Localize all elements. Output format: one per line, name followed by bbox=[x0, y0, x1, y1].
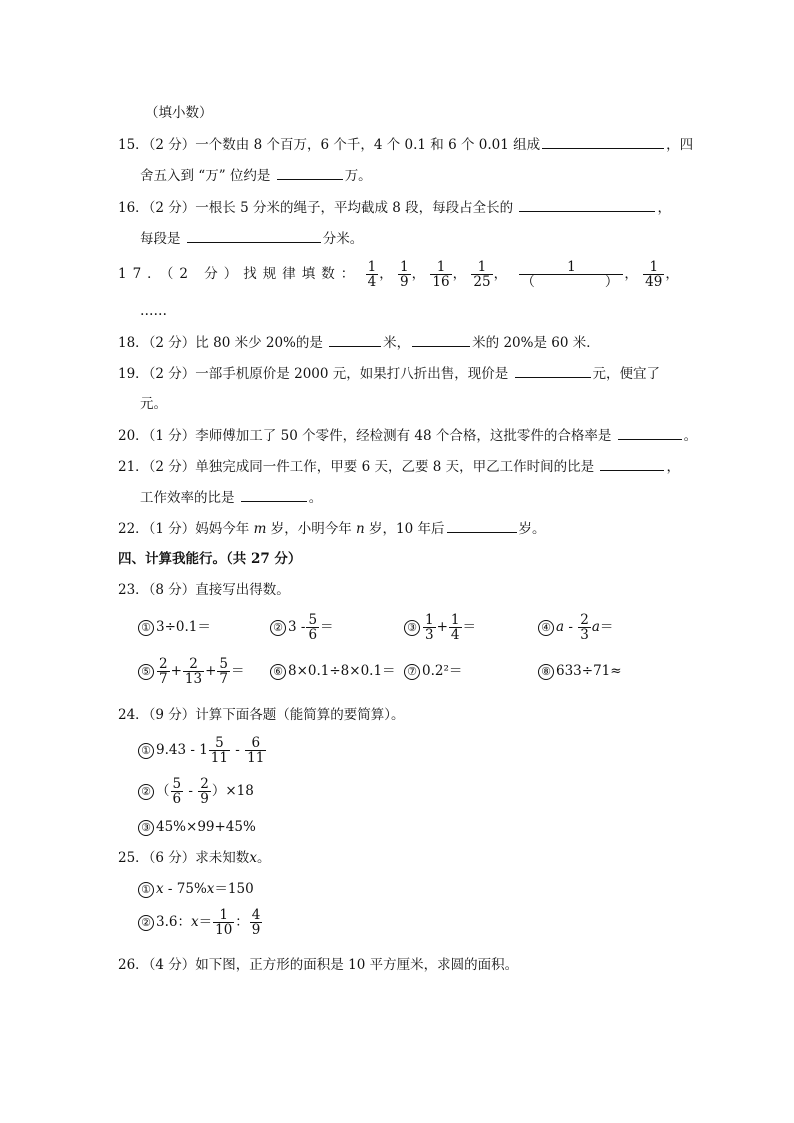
circled-1: ① bbox=[138, 620, 154, 636]
q15-text-d: 万。 bbox=[344, 168, 372, 184]
q15-blank-1[interactable] bbox=[542, 135, 664, 149]
plus: + bbox=[170, 663, 182, 679]
q21-text: 21．（2 分）单独完成同一件工作，甲要 6 天，乙要 8 天，甲乙工作时间的比是 bbox=[118, 459, 595, 475]
var-a: a bbox=[591, 619, 600, 635]
frac bbox=[157, 657, 170, 686]
sep: ， bbox=[452, 266, 467, 282]
sep: ， bbox=[493, 266, 508, 282]
q15-blank-2[interactable] bbox=[277, 166, 343, 180]
num: 5 bbox=[219, 656, 228, 672]
den: 9 bbox=[251, 922, 261, 938]
q14-tail: （填小数） bbox=[145, 105, 213, 121]
question-26: 26．（4 分）如下图，正方形的面积是 10 平方厘米，求圆的面积。 bbox=[118, 957, 519, 973]
q16-text: 16．（2 分）一根长 5 分米的绳子，平均截成 8 段，每段占全长的 bbox=[118, 200, 514, 216]
q23-e1: 3÷0.1＝ bbox=[156, 619, 211, 635]
period: 。 bbox=[256, 850, 271, 866]
q25-e2a: 3.6： bbox=[156, 914, 191, 930]
q23-item-4 bbox=[538, 612, 613, 642]
sep: ， bbox=[379, 266, 393, 282]
q17-ellipsis: …… bbox=[140, 303, 167, 319]
den: 3 bbox=[580, 627, 589, 643]
q20-blank[interactable] bbox=[618, 426, 682, 440]
q19-blank-1[interactable] bbox=[515, 364, 591, 378]
frac bbox=[578, 613, 591, 642]
eq: ＝ bbox=[198, 914, 213, 930]
q23-item-3 bbox=[404, 612, 476, 642]
num: 1 bbox=[643, 260, 664, 275]
frac bbox=[209, 736, 230, 765]
circled-5: ⑤ bbox=[138, 664, 154, 680]
paren-open: （ bbox=[156, 783, 170, 799]
frac bbox=[306, 613, 319, 642]
q23-e8: 633÷71≈ bbox=[556, 663, 622, 679]
question-15-line2 bbox=[140, 166, 372, 185]
circled-7: ⑦ bbox=[404, 664, 420, 680]
q21-text-b: ， bbox=[666, 459, 680, 475]
q23-e2b: ＝ bbox=[320, 619, 334, 635]
num: 2 bbox=[200, 776, 209, 792]
q17-frac-blank[interactable] bbox=[519, 260, 623, 289]
q21-blank-2[interactable] bbox=[241, 488, 307, 502]
q24-e3: 45%×99+45% bbox=[156, 819, 256, 835]
question-16-line2 bbox=[140, 229, 363, 248]
question-22 bbox=[118, 519, 546, 538]
den: 6 bbox=[172, 791, 182, 807]
q23-e2a: 3 - bbox=[288, 619, 306, 635]
circled-2: ② bbox=[270, 620, 286, 636]
q21-text-c: 工作效率的比是 bbox=[140, 490, 235, 506]
question-15 bbox=[118, 135, 693, 154]
q19-text-b: 元，便宜了 bbox=[592, 366, 661, 382]
plus: + bbox=[436, 619, 448, 635]
den: 10 bbox=[215, 922, 233, 938]
num: 5 bbox=[172, 776, 182, 792]
q15-text-c: 舍五入到 “万” 位约是 bbox=[140, 168, 271, 184]
q25-e1b: - 75% bbox=[163, 881, 207, 897]
q20-text-b: 。 bbox=[683, 428, 698, 444]
den: 7 bbox=[159, 671, 168, 687]
q23-e7: 0.2²＝ bbox=[422, 663, 463, 679]
q24-e2b: ）×18 bbox=[211, 783, 254, 799]
den: 7 bbox=[219, 671, 228, 687]
frac bbox=[171, 777, 184, 806]
circled-3: ③ bbox=[404, 620, 420, 636]
circled-4: ④ bbox=[538, 620, 554, 636]
den: 4 bbox=[367, 274, 377, 290]
question-21 bbox=[118, 457, 680, 476]
frac bbox=[217, 657, 230, 686]
q24-item-2 bbox=[138, 776, 254, 806]
q17-frac-6 bbox=[643, 260, 664, 289]
question-19 bbox=[118, 364, 660, 383]
q21-text-d: 。 bbox=[308, 490, 323, 506]
q24-item-3 bbox=[138, 818, 256, 836]
q16-text-d: 分米。 bbox=[322, 231, 364, 247]
q15-text: 15．（2 分）一个数由 8 个百万，6 个千，4 个 0.1 和 6 个 0.01 组成 bbox=[118, 137, 541, 153]
q23-item-5 bbox=[138, 656, 245, 686]
den: 6 bbox=[308, 627, 318, 643]
circled-1: ① bbox=[138, 743, 154, 759]
paren-left: （ bbox=[521, 274, 535, 290]
sep: ， bbox=[665, 266, 679, 282]
q18-text: 18．（2 分）比 80 米少 20%的是 bbox=[118, 335, 323, 351]
frac bbox=[245, 736, 266, 765]
q23-item-6 bbox=[270, 656, 396, 686]
minus: - bbox=[230, 742, 245, 758]
plus: + bbox=[205, 663, 217, 679]
q16-blank-1[interactable] bbox=[519, 198, 655, 212]
ratio: ： bbox=[235, 914, 249, 930]
den: 16 bbox=[432, 274, 450, 290]
eq: ＝ bbox=[599, 619, 614, 635]
q22-blank[interactable] bbox=[447, 519, 517, 533]
var-m: m bbox=[253, 521, 267, 537]
q18-blank-1[interactable] bbox=[329, 333, 381, 347]
num: 1 bbox=[367, 259, 377, 275]
q15-text-b: ，四 bbox=[666, 137, 694, 153]
num: 1 bbox=[213, 908, 234, 923]
question-18 bbox=[118, 333, 600, 352]
frac bbox=[198, 777, 211, 806]
q19-text: 19．（2 分）一部手机原价是 2000 元，如果打八折出售，现价是 bbox=[118, 366, 509, 382]
frac bbox=[449, 613, 462, 642]
q16-text-b: ， bbox=[657, 200, 671, 216]
q22-text: 22．（1 分）妈妈今年 bbox=[118, 521, 250, 537]
q16-blank-2[interactable] bbox=[187, 229, 321, 243]
q22-text-d: 岁。 bbox=[518, 521, 546, 537]
q23-item-1 bbox=[138, 612, 211, 642]
question-23-title: 23．（8 分）直接写出得数。 bbox=[118, 582, 290, 598]
den: 49 bbox=[645, 274, 663, 290]
q17-text: 17．（2 分）找规律填数： bbox=[118, 266, 361, 282]
q17-frac-3 bbox=[430, 260, 451, 289]
question-20 bbox=[118, 426, 697, 445]
question-16 bbox=[118, 198, 671, 217]
var-x: x bbox=[156, 881, 164, 897]
q18-text-c: 米的 20%是 60 米． bbox=[472, 335, 600, 351]
question-21-line2 bbox=[140, 488, 322, 507]
q17-frac-2 bbox=[398, 260, 411, 289]
frac bbox=[213, 908, 234, 937]
frac bbox=[183, 657, 204, 686]
q17-frac-1 bbox=[366, 260, 379, 289]
q23-item-8 bbox=[538, 656, 622, 686]
var-x: x bbox=[206, 881, 215, 897]
q23-item-7 bbox=[404, 656, 462, 686]
q24-item-1 bbox=[138, 735, 267, 765]
q18-text-b: 米， bbox=[383, 335, 411, 351]
section-4-heading: 四、计算我能行。（共 27 分） bbox=[118, 551, 302, 567]
circled-3: ③ bbox=[138, 820, 154, 836]
q20-text: 20．（1 分）李师傅加工了 50 个零件，经检测有 48 个合格，这批零件的合格率是 bbox=[118, 428, 612, 444]
num: 2 bbox=[159, 656, 168, 672]
num: 2 bbox=[183, 657, 204, 672]
sep: ， bbox=[411, 266, 426, 282]
den: 9 bbox=[400, 274, 409, 290]
q16-text-c: 每段是 bbox=[140, 231, 181, 247]
den: 11 bbox=[210, 750, 228, 766]
eq: ＝ bbox=[462, 619, 476, 635]
den: 4 bbox=[450, 627, 460, 643]
var-n: n bbox=[356, 521, 365, 537]
den: 25 bbox=[473, 274, 491, 290]
q25-item-2 bbox=[138, 907, 263, 937]
question-24-title: 24．（9 分）计算下面各题（能简算的要简算）。 bbox=[118, 707, 405, 723]
den bbox=[519, 275, 623, 289]
num: 2 bbox=[580, 612, 589, 628]
den: 3 bbox=[425, 627, 434, 643]
num: 1 bbox=[430, 260, 451, 275]
q23-e6: 8×0.1÷8×0.1＝ bbox=[288, 663, 396, 679]
num: 1 bbox=[425, 612, 434, 628]
circled-2: ② bbox=[138, 784, 154, 800]
q25-e1d: ＝150 bbox=[214, 881, 254, 897]
circled-6: ⑥ bbox=[270, 664, 286, 680]
num: 5 bbox=[209, 736, 230, 751]
num: 1 bbox=[519, 260, 623, 275]
den: 9 bbox=[200, 791, 209, 807]
den: 11 bbox=[247, 750, 265, 766]
circled-1: ① bbox=[138, 882, 154, 898]
var-x: x bbox=[249, 850, 257, 866]
sep: ， bbox=[624, 266, 638, 282]
minus: - bbox=[184, 783, 198, 799]
frac bbox=[423, 613, 436, 642]
q25-item-1 bbox=[138, 880, 254, 898]
q19-line2: 元。 bbox=[140, 396, 167, 412]
eq: ＝ bbox=[231, 663, 245, 679]
q22-text-b: 岁，小明今年 bbox=[270, 521, 352, 537]
paren-right: ） bbox=[604, 274, 619, 290]
var-a: a bbox=[556, 619, 565, 635]
frac bbox=[250, 908, 263, 937]
question-25-title bbox=[118, 849, 270, 867]
minus: - bbox=[564, 619, 578, 635]
circled-8: ⑧ bbox=[538, 664, 554, 680]
num: 1 bbox=[450, 612, 460, 628]
q23-item-2 bbox=[270, 612, 334, 642]
circled-2: ② bbox=[138, 915, 154, 931]
num: 4 bbox=[251, 907, 261, 923]
num: 6 bbox=[245, 736, 266, 751]
q21-blank-1[interactable] bbox=[600, 457, 664, 471]
var-x: x bbox=[190, 914, 199, 930]
den: 13 bbox=[184, 671, 203, 687]
num: 5 bbox=[308, 612, 318, 628]
q24-e1a: 9.43 - 1 bbox=[156, 742, 208, 758]
question-17 bbox=[118, 258, 679, 290]
q25-title-text: 25．（6 分）求未知数 bbox=[118, 850, 250, 866]
num: 1 bbox=[471, 260, 492, 275]
q22-text-c: 岁，10 年后 bbox=[369, 521, 445, 537]
num: 1 bbox=[400, 259, 409, 275]
q17-frac-4 bbox=[471, 260, 492, 289]
q18-blank-2[interactable] bbox=[412, 333, 470, 347]
